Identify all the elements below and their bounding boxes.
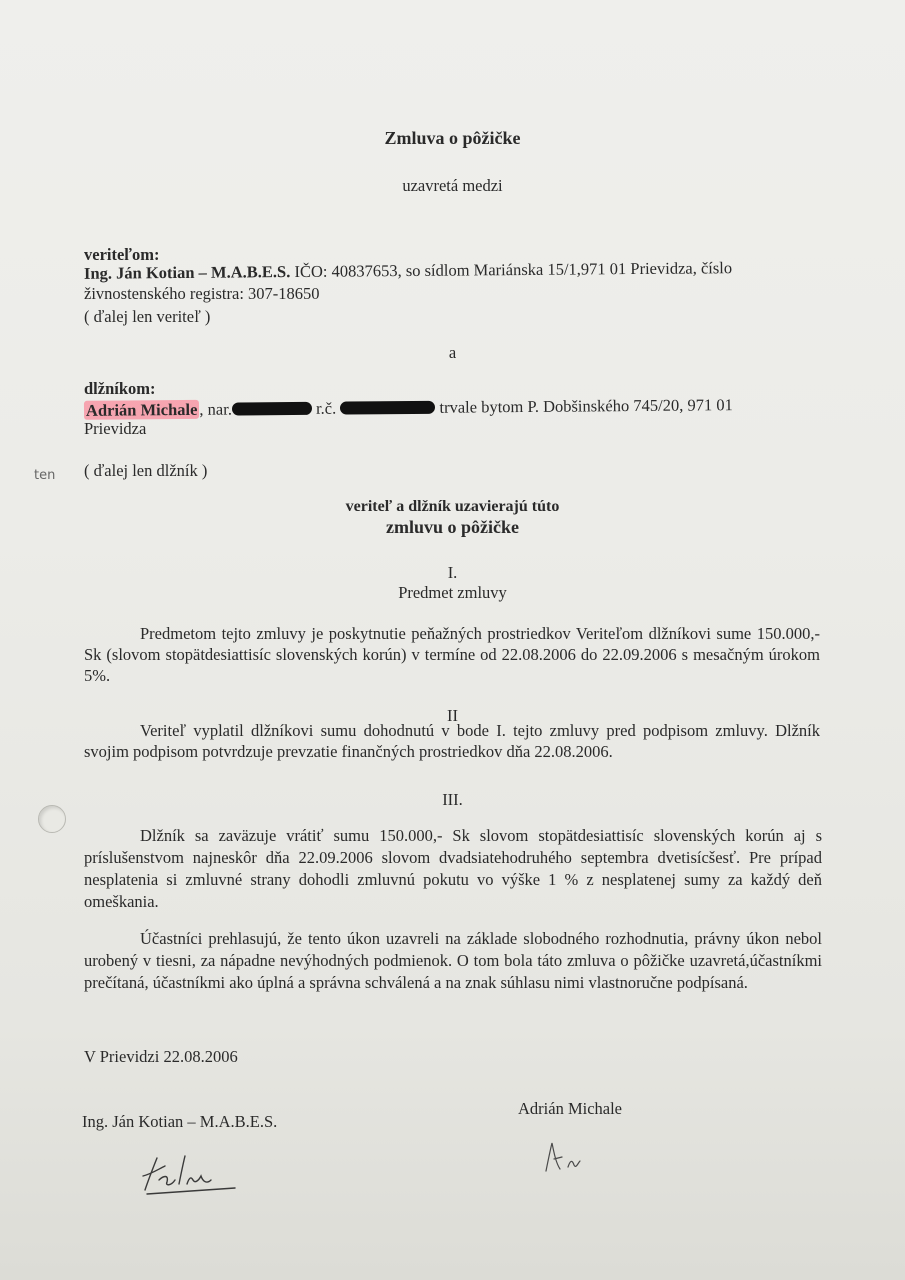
- creditor-line-2: živnostenského registra: 307-18650: [84, 284, 320, 303]
- section-1-heading: Predmet zmluvy: [398, 583, 507, 602]
- section-3-number: III.: [442, 790, 463, 809]
- section-2-number: II: [447, 706, 458, 725]
- section-1-paragraph: Predmetom tejto zmluvy je poskytnutie peňažných prostriedkov Veriteľom dlžníkovi sume 150.000,- Sk (slovom stopätdesiattisíc slovenských korún) v termíne od 22.08.2006 do 22.09.2006 s mesačným úrokom 5%.: [84, 624, 820, 685]
- debtor-name: Adrián Michale: [85, 399, 198, 420]
- creditor-label: veriteľom:: [84, 245, 160, 264]
- signature-right: [540, 1135, 675, 1180]
- creditor-details: IČO: 40837653, so sídlom Mariánska 15/1,971 01 Prievidza, číslo: [290, 258, 733, 282]
- signatory-left: Ing. Ján Kotian – M.A.B.E.S.: [82, 1112, 278, 1131]
- agreement-line-2: zmluvu o pôžičke: [386, 517, 519, 537]
- debtor-id-label: r.č.: [311, 398, 341, 418]
- section-3-paragraph-2: Účastníci prehlasujú, že tento úkon uzavreli na základe slobodného rozhodnutia, právny úkon nebol urobený v tiesni, za nápadne nevýhodných podmienok. O tom bola táto zmluva o pôžičke uzavretá,účastníkmi prečítaná, účastníkmi ako úplná a správna schválená a na znak súhlasu nimi vlastnoručne podpísaná.: [84, 929, 822, 992]
- debtor-line-1: [84, 395, 733, 421]
- debtor-alias: ( ďalej len dlžník ): [84, 461, 208, 480]
- document-title: Zmluva o pôžičke: [384, 128, 521, 148]
- section-3-paragraph-1: Dlžník sa zaväzuje vrátiť sumu 150.000,- Sk slovom stopätdesiattisíc slovenských korún aj s príslušenstvom najneskôr dňa 22.09.2006 slovom dvadsiatehodruhého septembra dvetisícšesť. Pre prípad nesplatenia si zmluvné strany dohodli zmluvnú pokutu vo výške 1 % z nesplatenej sumy za každý deň omeškania.: [84, 826, 822, 911]
- debtor-birth-label: , nar.: [199, 399, 233, 419]
- document-subtitle: uzavretá medzi: [402, 176, 503, 195]
- debtor-city: Prievidza: [84, 419, 147, 438]
- signatory-right: Adrián Michale: [518, 1099, 623, 1118]
- agreement-line-1: veriteľ a dlžník uzavierajú túto: [345, 498, 560, 515]
- debtor-label: dlžníkom:: [84, 379, 156, 398]
- debtor-address: trvale bytom P. Dobšinského 745/20, 971 01: [435, 395, 733, 417]
- signature-left: [135, 1150, 245, 1200]
- section-2-paragraph: Veriteľ vyplatil dlžníkovi sumu dohodnutú v bode I. tejto zmluvy pred podpisom zmluvy. Dlžník svojim podpisom potvrdzuje prevzatie finančných prostriedkov dňa 22.08.2006.: [84, 721, 820, 761]
- punch-hole: [38, 805, 66, 833]
- creditor-alias: ( ďalej len veriteľ ): [84, 307, 211, 326]
- creditor-line-1: [84, 258, 732, 284]
- redaction-id-number: [340, 401, 435, 415]
- margin-note: ten: [34, 468, 56, 483]
- place-date: V Prievidzi 22.08.2006: [84, 1047, 238, 1066]
- and-text: a: [448, 343, 457, 362]
- redaction-birthdate: [232, 402, 312, 416]
- section-1-number: I.: [447, 563, 458, 582]
- creditor-name: Ing. Ján Kotian – M.A.B.E.S.: [83, 262, 291, 283]
